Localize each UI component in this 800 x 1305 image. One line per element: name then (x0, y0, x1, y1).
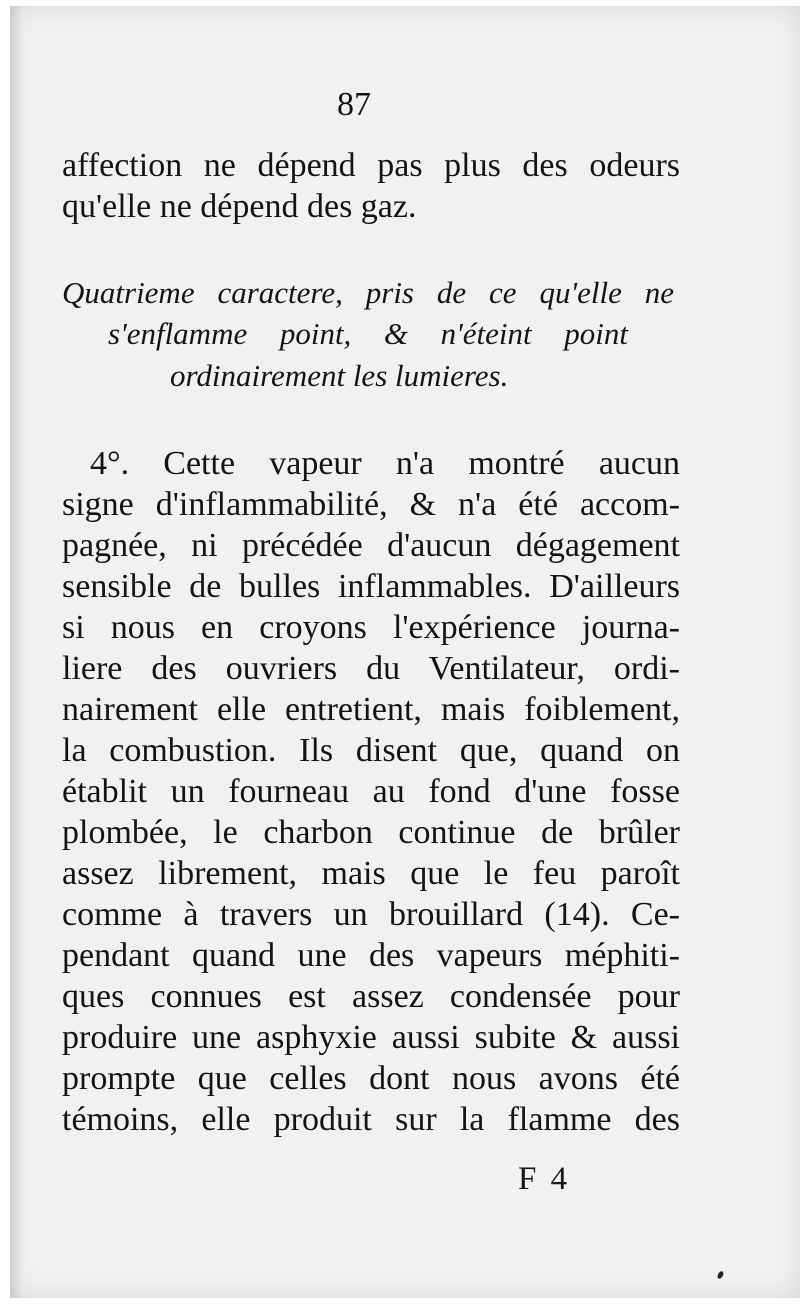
paragraph-line: plombée, le charbon continue de brûler (62, 814, 680, 851)
paragraph-line: signe d'inflammabilité, & n'a été accom- (62, 486, 680, 523)
paragraph-line: si nous en croyons l'expérience journa- (62, 609, 680, 646)
section-heading-line: Quatrieme caractere, pris de ce qu'elle ne (62, 275, 674, 310)
paragraph-line: prompte que celles dont nous avons été (62, 1060, 680, 1097)
text-line: qu'elle ne dépend des gaz. (62, 188, 417, 225)
book-page (10, 6, 800, 1298)
paragraph-line: établit un fourneau au fond d'une fosse (62, 773, 680, 810)
paragraph-line: pendant quand une des vapeurs méphiti- (62, 937, 680, 974)
page-edge-shadow (10, 6, 22, 1298)
text-line: affection ne dépend pas plus des odeurs (62, 147, 680, 184)
paragraph-line: la combustion. Ils disent que, quand on (62, 732, 680, 769)
signature-mark: F 4 (518, 1161, 571, 1197)
paragraph-line: assez librement, mais que le feu paroît (62, 855, 680, 892)
section-heading-line: s'enflamme point, & n'éteint point (108, 316, 628, 351)
paragraph-line: pagnée, ni précédée d'aucun dégagement (62, 527, 680, 564)
paragraph-line: ques connues est assez condensée pour (62, 978, 680, 1015)
paragraph-line: 4°. Cette vapeur n'a montré aucun (90, 445, 680, 482)
paragraph-line: témoins, elle produit sur la flamme des (62, 1101, 680, 1138)
ink-speck (716, 1270, 724, 1279)
paragraph-line: produire une asphyxie aussi subite & aussi (62, 1019, 680, 1056)
paragraph-line: sensible de bulles inflammables. D'ailleurs (62, 568, 680, 605)
paragraph-line: nairement elle entretient, mais foiblement, (62, 691, 680, 728)
page-number: 87 (337, 86, 371, 123)
section-heading-line: ordinairement les lumieres. (170, 358, 509, 393)
paragraph-line: comme à travers un brouillard (14). Ce- (62, 896, 680, 933)
paragraph-line: liere des ouvriers du Ventilateur, ordi- (62, 650, 680, 687)
